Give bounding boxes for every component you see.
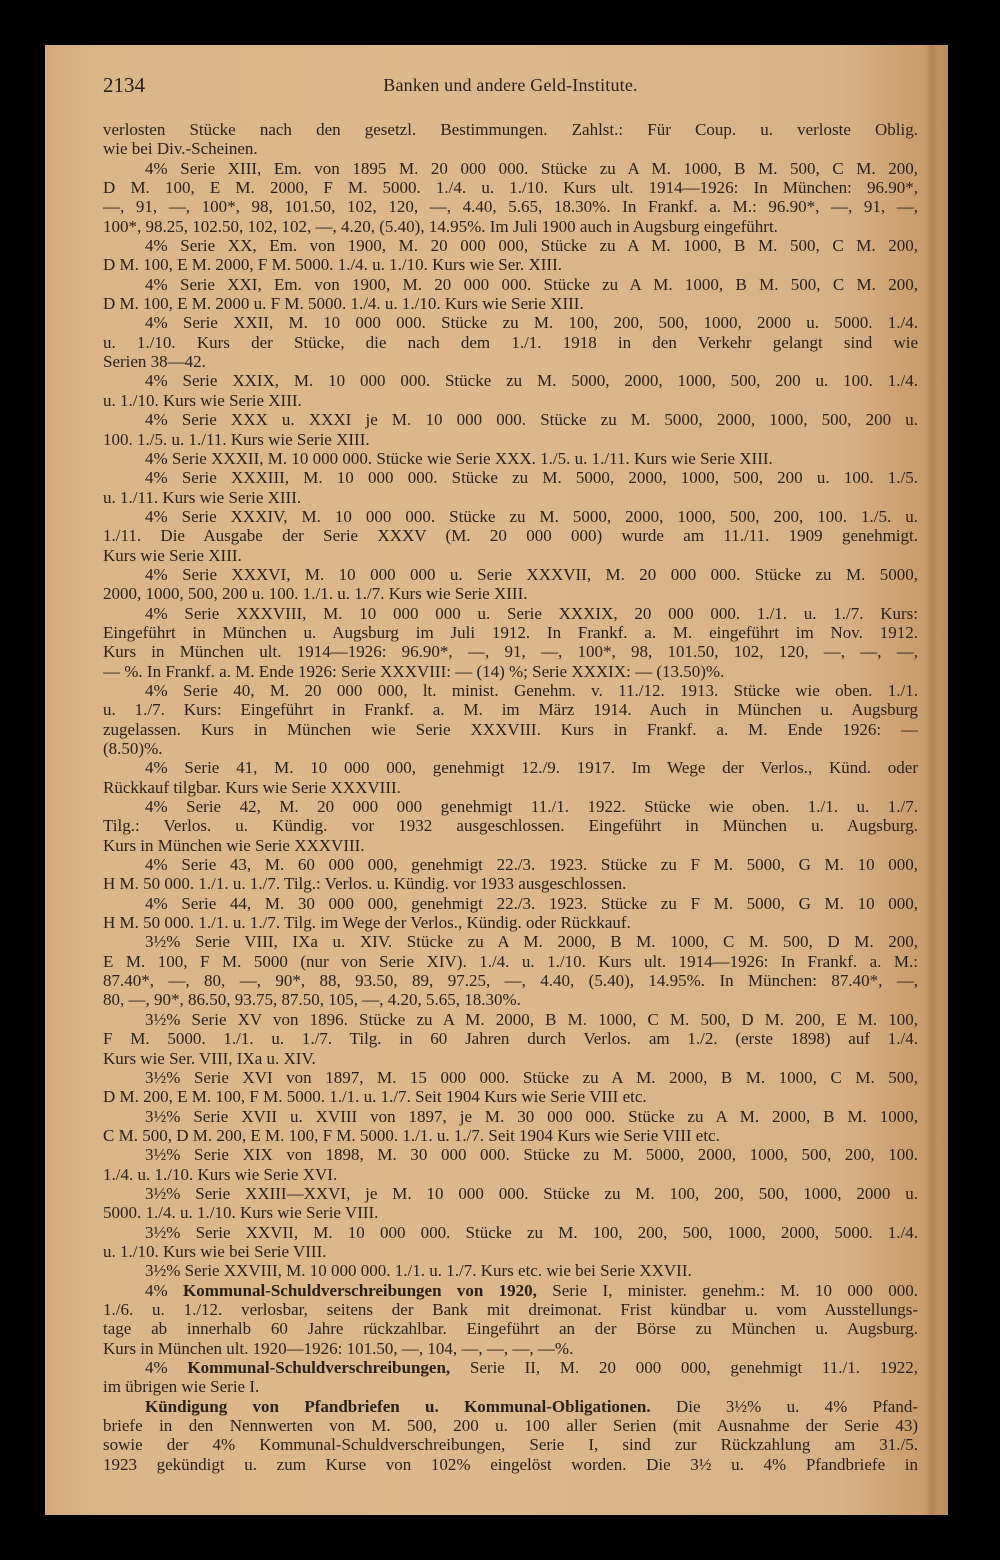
text-line: 100*, 98.25, 102.50, 102, 102, —, 4.20, (5.40), 14.95%. Im Juli 1900 auch in Augsburg eingeführt. — [103, 216, 778, 236]
text-line: Serien 38—42. — [103, 352, 206, 372]
text-line: 4% Serie 42, M. 20 000 000 genehmigt 11./1. 1922. Stücke wie oben. 1./1. u. 1./7. — [145, 797, 918, 817]
text-line: 4% Serie XXIX, M. 10 000 000. Stücke zu M. 5000, 2000, 1000, 500, 200 u. 100. 1./4. — [145, 371, 918, 391]
paragraph — [103, 468, 918, 507]
paragraph — [103, 1184, 918, 1223]
paragraph — [103, 1145, 918, 1184]
text-line: 4% Serie 40, M. 20 000 000, lt. minist. Genehm. v. 11./12. 1913. Stücke wie oben. 1./1. — [145, 680, 918, 700]
paragraph — [103, 275, 918, 314]
paragraph — [103, 1358, 918, 1397]
bold-heading: Kündigung von Pfandbriefen u. Kommunal-Obligationen. — [145, 1396, 651, 1416]
bold-heading: Kommunal-Schuldverschreibungen, — [187, 1358, 451, 1377]
paragraph — [103, 313, 918, 371]
text-line: H M. 50 000. 1./1. u. 1./7. Tilg. im Wege der Verlos., Kündig. oder Rückkauf. — [103, 913, 631, 933]
text-line: D M. 200, E M. 100, F M. 5000. 1./1. u. 1./7. Seit 1904 Kurs wie Serie VIII etc. — [103, 1087, 647, 1107]
text-line: 1./6. u. 1./12. verlosbar, seitens der Bank mit dreimonat. Frist kündbar u. vom Ausstellungs- — [103, 1299, 918, 1319]
text-line: Rückkauf tilgbar. Kurs wie Serie XXXVIII. — [103, 777, 401, 797]
text-line: 4% Serie XXXII, M. 10 000 000. Stücke wie Serie XXX. 1./5. u. 1./11. Kurs wie Serie XIII. — [145, 448, 773, 468]
page-body-text — [103, 120, 918, 1474]
paragraph — [103, 236, 918, 275]
text-line: D M. 100, E M. 2000, F M. 5000. 1./4. u. 1./10. Kurs wie Ser. XIII. — [103, 255, 562, 275]
text-segment: 4% — [145, 1358, 188, 1377]
paragraph — [103, 604, 918, 681]
text-line: 4% Serie 41, M. 10 000 000, genehmigt 12./9. 1917. Im Wege der Verlos., Künd. oder — [145, 758, 918, 778]
paragraph — [103, 1223, 918, 1262]
running-title: Banken und andere Geld-Institute. — [383, 75, 638, 95]
text-line: C M. 500, D M. 200, E M. 100, F M. 5000. 1./1. u. 1./7. Seit 1904 Kurs wie Serie VIII etc. — [103, 1125, 720, 1145]
text-line: 2000, 1000, 500, 200 u. 100. 1./1. u. 1./7. Kurs wie Serie XIII. — [103, 584, 528, 604]
text-line: 5000. 1./4. u. 1./10. Kurs wie Serie VIII. — [103, 1203, 379, 1223]
text-line: 1923 gekündigt u. zum Kurse von 102% eingelöst worden. Die 3½ u. 4% Pfandbriefe in — [103, 1454, 918, 1474]
text-line — [103, 1281, 918, 1300]
text-segment: Serie II, M. 20 000 000, genehmigt 11./1. 1922, — [450, 1358, 918, 1377]
text-segment: Serie I, minister. genehm.: M. 10 000 000. — [536, 1280, 918, 1300]
text-line: 100. 1./5. u. 1./11. Kurs wie Serie XIII. — [103, 429, 370, 449]
paragraph — [103, 449, 918, 468]
text-line: 4% Serie XXII, M. 10 000 000. Stücke zu M. 100, 200, 500, 1000, 2000 u. 5000. 1./4. — [145, 313, 918, 333]
text-line: D M. 100, E M. 2000, F M. 5000. 1./4. u. 1./10. Kurs ult. 1914—1926: In München: 96.90*, — [103, 178, 918, 198]
text-line: u. 1./7. Kurs: Eingeführt in Frankf. a. M. im März 1914. Auch in München u. Augsburg — [103, 700, 918, 720]
text-line: 4% Serie XX, Em. von 1900, M. 20 000 000, Stücke zu A M. 1000, B M. 500, C M. 200, — [145, 236, 918, 256]
text-line: — %. In Frankf. a. M. Ende 1926: Serie XXXVIII: — (14) %; Serie XXXIX: — (13.50)%. — [103, 661, 725, 681]
text-line: briefe in den Nennwerten von M. 500, 200 u. 100 aller Serien (mit Ausnahme der Serie 43) — [103, 1416, 918, 1436]
page-number: 2134 — [103, 73, 145, 97]
paragraph — [103, 855, 918, 894]
paragraph — [103, 1068, 918, 1107]
paragraph — [103, 1397, 918, 1474]
page-header — [103, 73, 918, 101]
text-line: sowie der 4% Kommunal-Schuldverschreibungen, Serie I, sind zur Rückzahlung am 31./5. — [103, 1435, 918, 1455]
paragraph — [103, 681, 918, 758]
paragraph — [103, 758, 918, 797]
paragraph — [103, 410, 918, 449]
text-line: u. 1./11. Kurs wie Serie XIII. — [103, 487, 302, 507]
paragraph — [103, 797, 918, 855]
text-line: verlosten Stücke nach den gesetzl. Bestimmungen. Zahlst.: Für Coup. u. verloste Oblig. — [103, 120, 918, 139]
text-line: Eingeführt in München u. Augsburg im Juli 1912. In Frankf. a. M. eingeführt im Nov. 1912. — [103, 622, 918, 642]
text-line: 4% Serie XIII, Em. von 1895 M. 20 000 000. Stücke zu A M. 1000, B M. 500, C M. 200, — [145, 158, 918, 178]
text-line: 4% Serie 44, M. 30 000 000, genehmigt 22./3. 1923. Stücke zu F M. 5000, G M. 10 000, — [145, 893, 918, 913]
text-line: F M. 5000. 1./1. u. 1./7. Tilg. in 60 Jahren durch Verlos. am 1./2. (erste 1898) auf 1./4. — [103, 1029, 918, 1049]
text-line: Kurs in München wie Serie XXXVIII. — [103, 835, 365, 855]
text-line: u. 1./10. Kurs wie Serie XIII. — [103, 390, 302, 410]
paragraph — [103, 1281, 918, 1358]
text-line: 80, —, 90*, 86.50, 93.75, 87.50, 105, —, 4.20, 5.65, 18.30%. — [103, 990, 521, 1010]
text-line: 3½% Serie XXVIII, M. 10 000 000. 1./1. u. 1./7. Kurs etc. wie bei Serie XXVII. — [145, 1261, 692, 1281]
text-line: 4% Serie XXXIII, M. 10 000 000. Stücke zu M. 5000, 2000, 1000, 500, 200 u. 100. 1./5. — [145, 468, 918, 488]
paragraph — [103, 120, 918, 159]
text-line — [103, 1397, 918, 1416]
text-line: D M. 100, E M. 2000 u. F M. 5000. 1./4. u. 1./10. Kurs wie Serie XIII. — [103, 294, 584, 314]
text-line: im übrigen wie Serie I. — [103, 1377, 260, 1397]
text-line: tage ab innerhalb 60 Jahre rückzahlbar. Eingeführt an der Börse zu München u. Augsburg. — [103, 1319, 918, 1339]
paragraph — [103, 1107, 918, 1146]
text-line: 87.40*, —, 80, —, 90*, 88, 93.50, 89, 97.25, —, 4.40, (5.40), 14.95%. In München: 87.40*, —, — [103, 971, 918, 991]
text-line: Kurs wie Serie XIII. — [103, 545, 242, 565]
text-line: 3½% Serie XVII u. XVIII von 1897, je M. 30 000 000. Stücke zu A M. 2000, B M. 1000, — [145, 1106, 918, 1126]
text-line: 3½% Serie XV von 1896. Stücke zu A M. 2000, B M. 1000, C M. 500, D M. 200, E M. 100, — [145, 1009, 918, 1029]
text-line: wie bei Div.-Scheinen. — [103, 139, 258, 159]
text-line: 3½% Serie VIII, IXa u. XIV. Stücke zu A M. 2000, B M. 1000, C M. 500, D M. 200, — [145, 932, 918, 952]
text-line: H M. 50 000. 1./1. u. 1./7. Tilg.: Verlos. u. Kündig. vor 1933 ausgeschlossen. — [103, 874, 627, 894]
text-line: Tilg.: Verlos. u. Kündig. vor 1932 ausgeschlossen. Eingeführt in München u. Augsburg. — [103, 816, 918, 836]
paragraph — [103, 159, 918, 236]
text-line: 4% Serie XXXVIII, M. 10 000 000 u. Serie XXXIX, 20 000 000. 1./1. u. 1./7. Kurs: — [145, 603, 918, 623]
text-line: 4% Serie XXX u. XXXI je M. 10 000 000. Stücke zu M. 5000, 2000, 1000, 500, 200 u. — [145, 410, 918, 430]
paragraph — [103, 932, 918, 1009]
text-line: Kurs in München ult. 1914—1926: 96.90*, —, 91, —, 100*, 98, 101.50, 102, 120, —, —, —, — [103, 642, 918, 662]
text-line: Kurs wie Ser. VIII, IXa u. XIV. — [103, 1048, 316, 1068]
paragraph — [103, 507, 918, 565]
text-line: u. 1./10. Kurs der Stücke, die nach dem 1./1. 1918 in den Verkehr gelangt sind wie — [103, 332, 918, 352]
text-line: (8.50)%. — [103, 739, 163, 758]
text-line: u. 1./10. Kurs wie bei Serie VIII. — [103, 1241, 327, 1261]
paragraph — [103, 565, 918, 604]
text-line: —, 91, —, 100*, 98, 101.50, 102, 120, —, 4.40, 5.65, 18.30%. In Frankf. a. M.: 96.90*, —, 91, —, — [103, 197, 918, 217]
paragraph — [103, 894, 918, 933]
text-line: 4% Serie 43, M. 60 000 000, genehmigt 22./3. 1923. Stücke zu F M. 5000, G M. 10 000, — [145, 855, 918, 875]
paragraph — [103, 1010, 918, 1068]
bold-heading: Kommunal-Schuldverschreibungen von 1920, — [183, 1280, 537, 1300]
paragraph — [103, 1261, 918, 1280]
paragraph — [103, 371, 918, 410]
text-line: 1./11. Die Ausgabe der Serie XXXV (M. 20 000 000) wurde am 11./11. 1909 genehmigt. — [103, 526, 918, 546]
text-line: 3½% Serie XXVII, M. 10 000 000. Stücke zu M. 100, 200, 500, 1000, 2000, 5000. 1./4. — [145, 1222, 918, 1242]
text-line: Kurs in München ult. 1920—1926: 101.50, —, 104, —, —, —, —%. — [103, 1338, 574, 1358]
text-line: 3½% Serie XVI von 1897, M. 15 000 000. Stücke zu A M. 2000, B M. 1000, C M. 500, — [145, 1067, 918, 1087]
text-line: zugelassen. Kurs in München wie Serie XXXVIII. Kurs in Frankf. a. M. Ende 1926: — — [103, 719, 918, 739]
text-line: 3½% Serie XIX von 1898, M. 30 000 000. Stücke zu M. 5000, 2000, 1000, 500, 200, 100. — [145, 1145, 918, 1165]
text-line: 3½% Serie XXIII—XXVI, je M. 10 000 000. Stücke zu M. 100, 200, 500, 1000, 2000 u. — [145, 1183, 918, 1203]
text-line — [103, 1358, 918, 1377]
text-line: 4% Serie XXXVI, M. 10 000 000 u. Serie XXXVII, M. 20 000 000. Stücke zu M. 5000, — [145, 564, 918, 584]
text-line: 4% Serie XXXIV, M. 10 000 000. Stücke zu M. 5000, 2000, 1000, 500, 200, 100. 1./5. u. — [145, 506, 918, 526]
text-line: 4% Serie XXI, Em. von 1900, M. 20 000 000. Stücke zu A M. 1000, B M. 500, C M. 200, — [145, 274, 918, 294]
text-line: 1./4. u. 1./10. Kurs wie Serie XVI. — [103, 1164, 338, 1184]
text-segment: Die 3½% u. 4% Pfand- — [650, 1396, 918, 1416]
text-segment: 4% — [145, 1280, 184, 1300]
text-line: E M. 100, F M. 5000 (nur von Serie XIV). 1./4. u. 1./10. Kurs ult. 1914—1926: In Frankf. a. M.: — [103, 951, 918, 971]
